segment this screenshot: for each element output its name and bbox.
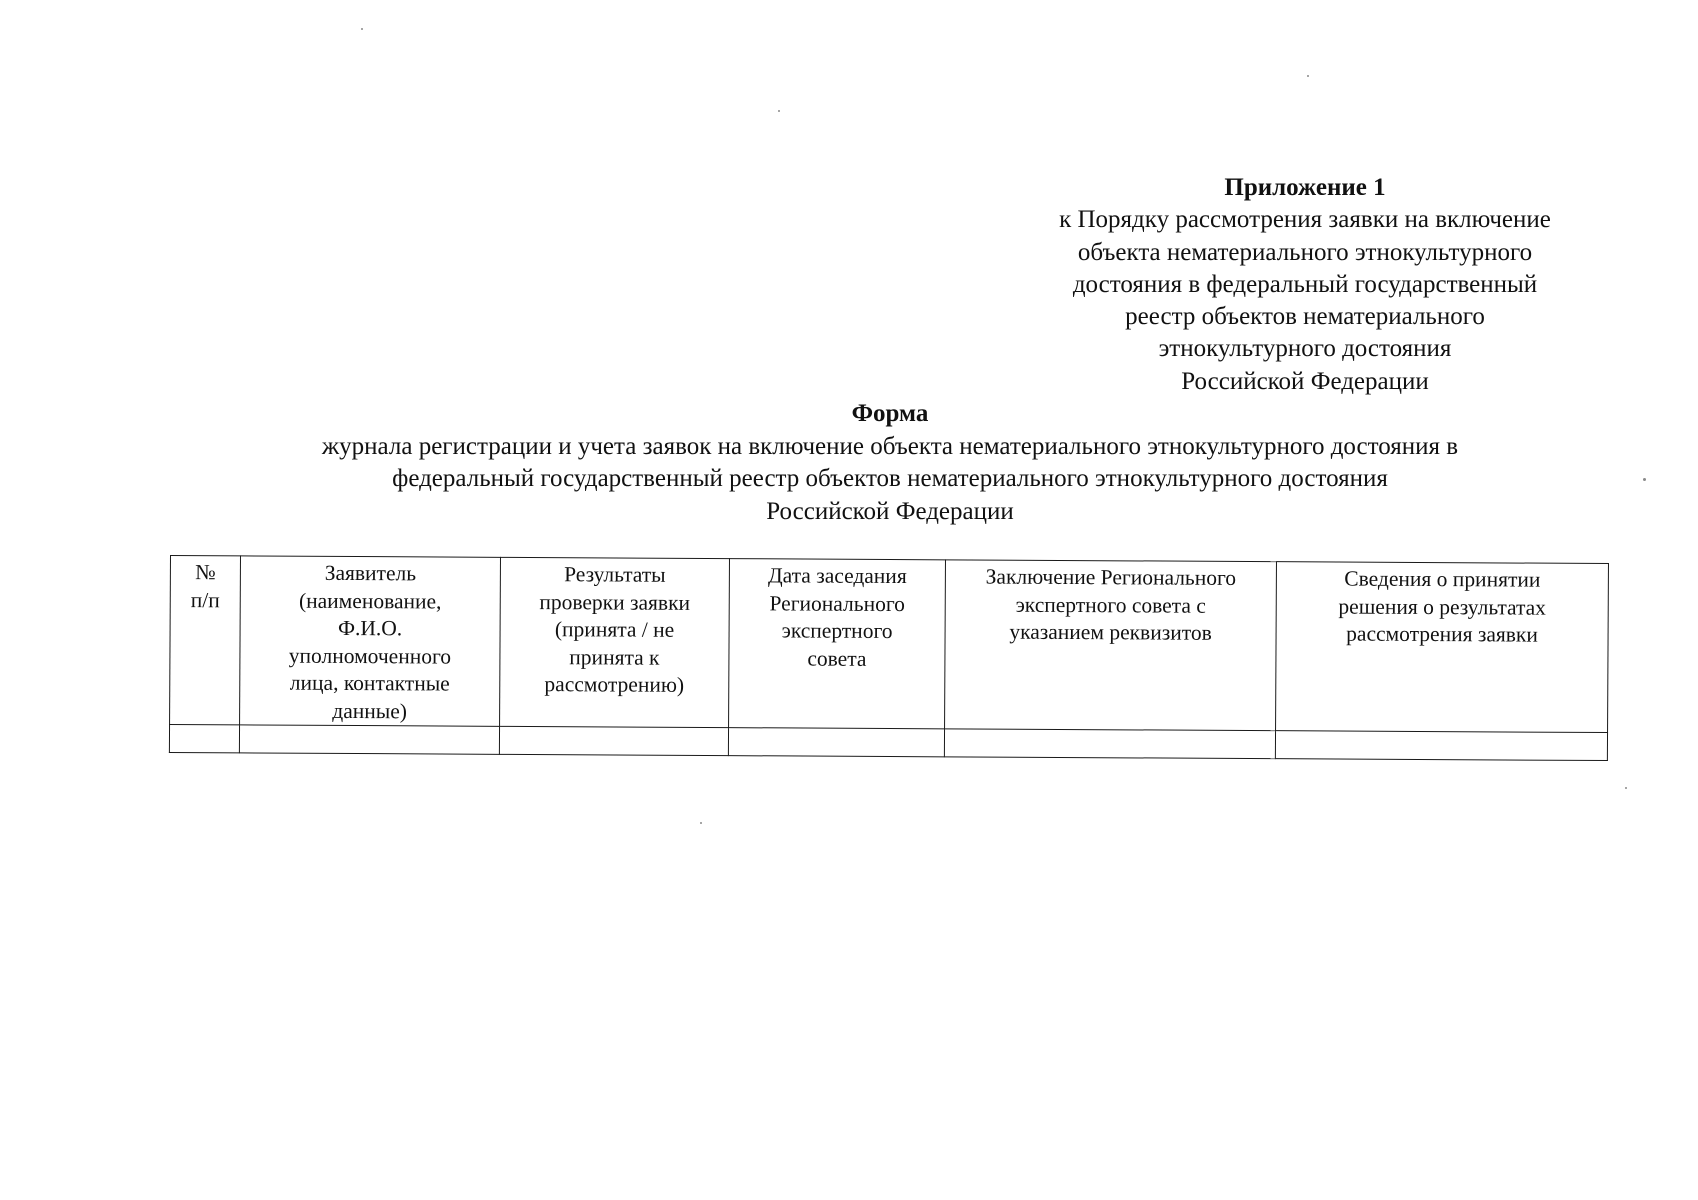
table-cell[interactable] [1275, 731, 1607, 761]
column-header-decision-info: Сведения о принятии решения о результатах рассмотрения заявки [1276, 562, 1609, 733]
appendix-title: Приложение 1 [1224, 174, 1386, 201]
appendix-line: этнокультурного достояния [1158, 335, 1452, 363]
table-cell[interactable] [169, 725, 239, 753]
appendix-header [1010, 172, 1600, 398]
table-cell[interactable] [499, 726, 728, 755]
form-description-line: журнала регистрации и учета заявок на включение объекта нематериального этнокультурного достояния в [321, 432, 1459, 460]
scan-speck [1307, 75, 1309, 77]
journal-table [169, 555, 1609, 761]
column-header-applicant: Заявитель (наименование, Ф.И.О. уполномоченного лица, контактные данные) [240, 556, 501, 726]
appendix-line: достояния в федеральный государственный [1072, 270, 1538, 298]
form-description-line: Российской Федерации [766, 497, 1014, 525]
table-cell[interactable] [944, 729, 1275, 759]
column-header-number: № п/п [170, 556, 241, 725]
scan-speck [700, 822, 702, 824]
appendix-line: к Порядку рассмотрения заявки на включение [1059, 206, 1551, 234]
appendix-line: объекта нематериального этнокультурного [1077, 238, 1533, 266]
appendix-line: Российской Федерации [1181, 367, 1429, 395]
column-header-council-conclusion: Заключение Регионального экспертного совета с указанием реквизитов [945, 560, 1277, 731]
form-title: Форма [851, 400, 929, 427]
form-description-line: федеральный государственный реестр объектов нематериального этнокультурного достояния [392, 465, 1388, 492]
scan-speck [778, 110, 780, 112]
column-header-meeting-date: Дата заседания Регионального экспертного совета [729, 559, 946, 729]
appendix-line: реестр объектов нематериального [1125, 303, 1485, 331]
table-cell[interactable] [728, 728, 944, 757]
table-header-row [170, 556, 1609, 733]
table-cell[interactable] [239, 725, 499, 754]
column-header-check-results: Результаты проверки заявки (принята / не принята к рассмотрению) [500, 557, 730, 727]
scan-speck [1625, 787, 1627, 789]
scan-speck [361, 28, 363, 30]
form-heading [200, 398, 1580, 528]
scan-speck [1643, 478, 1646, 481]
